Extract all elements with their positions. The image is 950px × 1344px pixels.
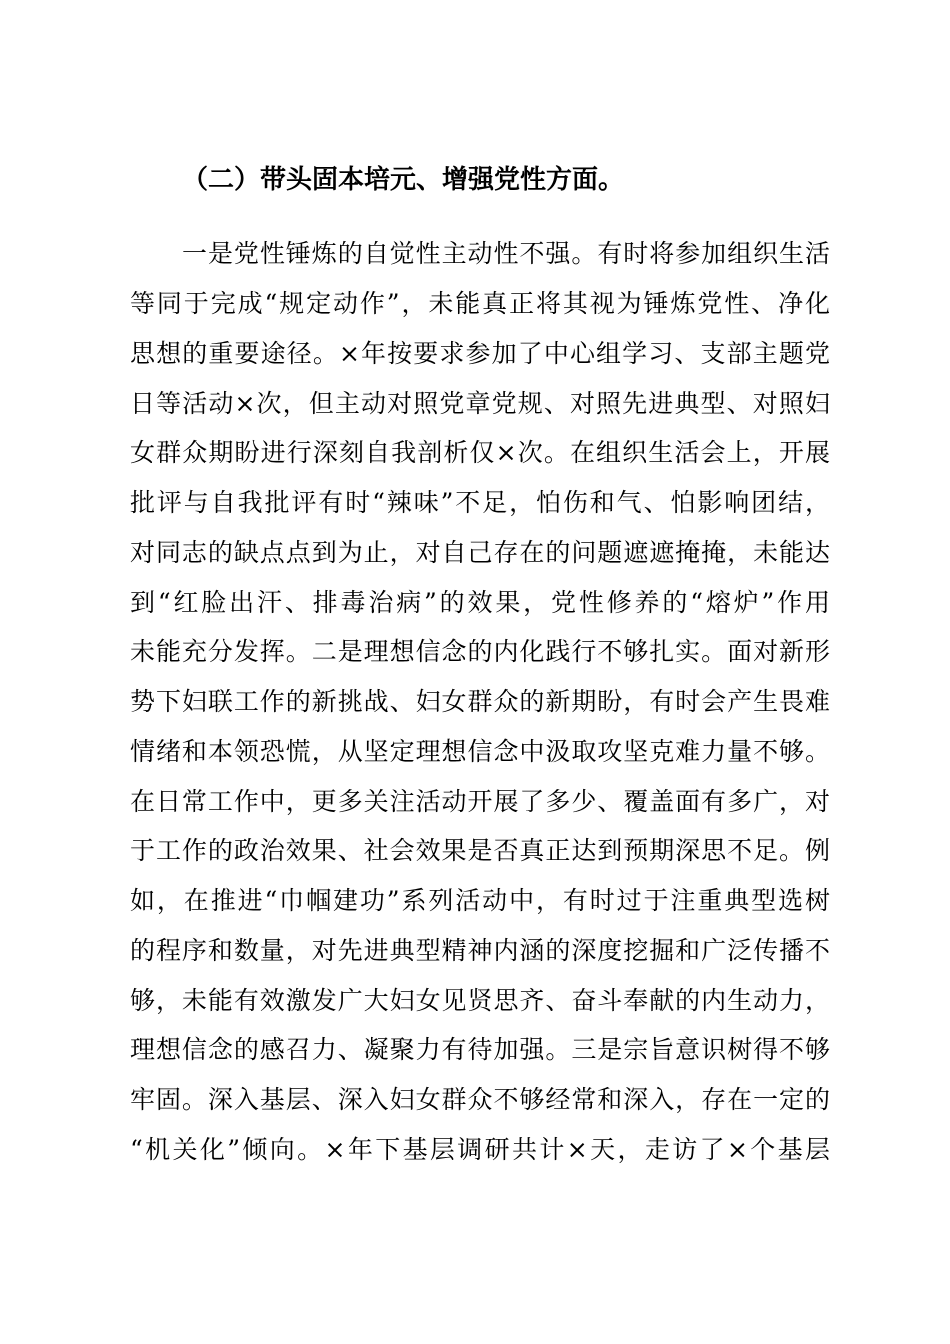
paragraph-line: 牢固。深入基层、深入妇女群众不够经常和深入，存在一定的 — [130, 1085, 830, 1114]
paragraph-line: 的程序和数量，对先进典型精神内涵的深度挖掘和广泛传播不 — [130, 936, 830, 965]
paragraph-line: 批评与自我批评有时“辣味”不足，怕伤和气、怕影响团结， — [130, 488, 830, 517]
paragraph-line: 理想信念的感召力、凝聚力有待加强。三是宗旨意识树得不够 — [130, 1035, 830, 1064]
paragraph-line: 思想的重要途径。×年按要求参加了中心组学习、支部主题党 — [130, 339, 830, 368]
paragraph-line: 日等活动×次，但主动对照党章党规、对照先进典型、对照妇 — [130, 389, 830, 418]
paragraph-line: 女群众期盼进行深刻自我剖析仅×次。在组织生活会上，开展 — [130, 438, 830, 467]
paragraph-line: 于工作的政治效果、社会效果是否真正达到预期深思不足。例 — [130, 836, 830, 865]
paragraph-line: “机关化”倾向。×年下基层调研共计×天，走访了×个基层 — [130, 1135, 830, 1164]
paragraph-line: 等同于完成“规定动作”，未能真正将其视为锤炼党性、净化 — [130, 289, 830, 318]
paragraph-line: 未能充分发挥。二是理想信念的内化践行不够扎实。面对新形 — [130, 637, 830, 666]
paragraph-line: 情绪和本领恐慌，从坚定理想信念中汲取攻坚克难力量不够。 — [130, 737, 830, 766]
paragraph-line: 一是党性锤炼的自觉性主动性不强。有时将参加组织生活 — [182, 239, 830, 268]
section-heading: （二）带头固本培元、增强党性方面。 — [182, 165, 625, 195]
paragraph-line: 到“红脸出汗、排毒治病”的效果，党性修养的“熔炉”作用 — [130, 588, 830, 617]
paragraph-line: 在日常工作中，更多关注活动开展了多少、覆盖面有多广，对 — [130, 787, 830, 816]
paragraph-line: 够，未能有效激发广大妇女见贤思齐、奋斗奉献的内生动力， — [130, 986, 830, 1015]
paragraph-line: 对同志的缺点点到为止，对自己存在的问题遮遮掩掩，未能达 — [130, 538, 830, 567]
paragraph-line: 如，在推进“巾帼建功”系列活动中，有时过于注重典型选树 — [130, 886, 830, 915]
paragraph-line: 势下妇联工作的新挑战、妇女群众的新期盼，有时会产生畏难 — [130, 687, 830, 716]
